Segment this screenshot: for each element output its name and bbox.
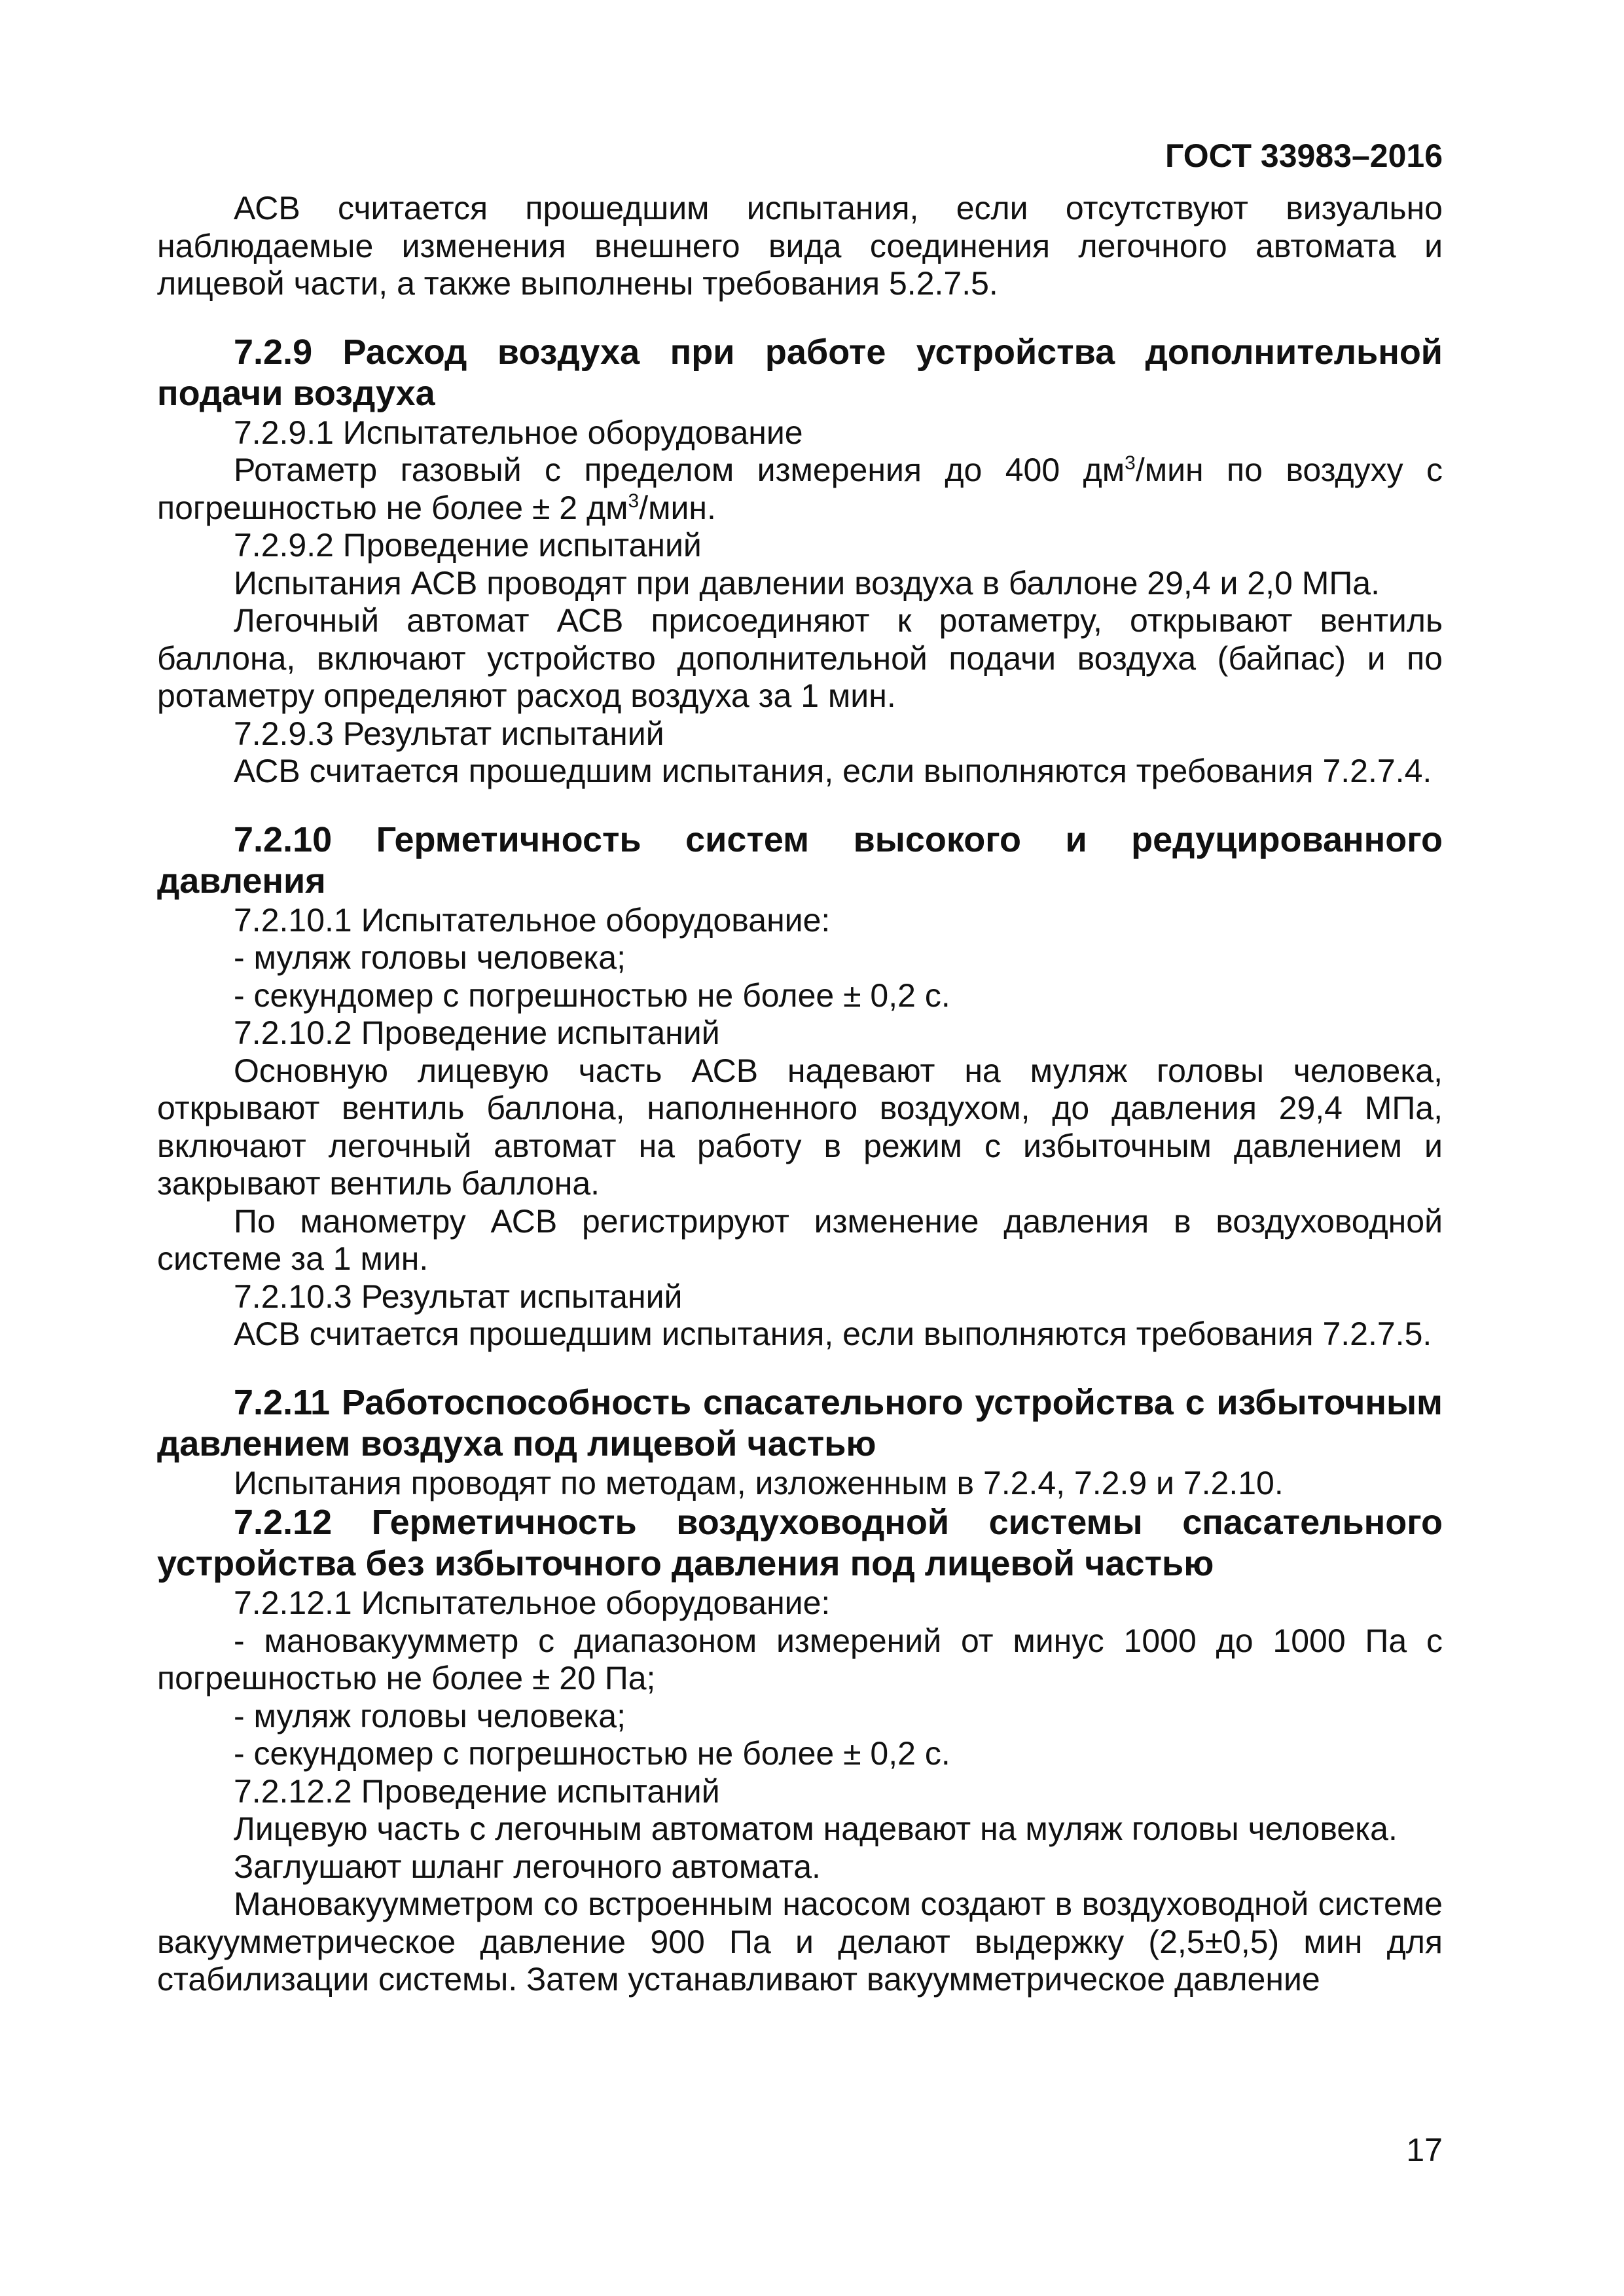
section-heading-7-2-11: 7.2.11 Работоспособность спасательного устройства с избыточным давлением воздуха под лицевой частью: [157, 1382, 1443, 1463]
list-item: - секундомер с погрешностью не более ± 0,2 с.: [234, 977, 950, 1014]
list-item: - муляж головы человека;: [234, 1697, 626, 1734]
subsection-heading: 7.2.10.3 Результат испытаний: [234, 1278, 683, 1315]
spacer: [157, 303, 1443, 332]
superscript: 3: [1125, 452, 1136, 474]
list-item: - секундомер с погрешностью не более ± 0,2 с.: [234, 1735, 950, 1772]
text-fragment: /мин.: [639, 489, 716, 526]
spacer: [157, 1354, 1443, 1382]
text-fragment: /мин по воздуху с погрешностью не более ± 2 дм: [157, 452, 1443, 526]
section-heading-7-2-10: 7.2.10 Герметичность систем высокого и редуцированного давления: [157, 819, 1443, 901]
paragraph: АСВ считается прошедшим испытания, если выполняются требования 7.2.7.5.: [234, 1316, 1432, 1352]
document-body: [157, 190, 1443, 1999]
paragraph: Испытания проводят по методам, изложенным в 7.2.4, 7.2.9 и 7.2.10.: [234, 1464, 1284, 1501]
subsection-heading: 7.2.10.2 Проведение испытаний: [234, 1014, 720, 1051]
subsection-heading: 7.2.10.1 Испытательное оборудование:: [234, 901, 831, 939]
spacer: [157, 791, 1443, 819]
paragraph: Основную лицевую часть АСВ надевают на муляж головы человека, открывают вентиль баллона, наполненного воздухом, до давления 29,4 МПа, включают легочный автомат на работу в режим с избыточным давлением и закрывают вентиль баллона.: [157, 1052, 1443, 1202]
paragraph: Испытания АСВ проводят при давлении воздуха в баллоне 29,4 и 2,0 МПа.: [234, 564, 1380, 601]
paragraph: По манометру АСВ регистрируют изменение давления в воздуховодной системе за 1 мин.: [157, 1202, 1443, 1277]
subsection-heading: 7.2.12.2 Проведение испытаний: [234, 1772, 720, 1810]
document-header: ГОСТ 33983–2016: [1165, 137, 1443, 174]
list-item: - мановакуумметр с диапазоном измерений от минус 1000 до 1000 Па с погрешностью не более ± 20 Па;: [157, 1622, 1443, 1696]
subsection-heading: 7.2.9.3 Результат испытаний: [234, 715, 664, 752]
paragraph: Лицевую часть с легочным автоматом надевают на муляж головы человека.: [234, 1810, 1398, 1847]
text-fragment: Ротаметр газовый с пределом измерения до 400 дм: [234, 452, 1125, 488]
section-heading-7-2-9: 7.2.9 Расход воздуха при работе устройства дополнительной подачи воздуха: [157, 332, 1443, 413]
paragraph: АСВ считается прошедшим испытания, если отсутствуют визуально наблюдаемые изменения внешнего вида соединения легочного автомата и лицевой части, а также выполнены требования 5.2.7.5.: [157, 190, 1443, 302]
paragraph-rotameter: [157, 452, 1443, 527]
paragraph: Мановакуумметром со встроенным насосом создают в воздуховодной системе вакуумметрическое давление 900 Па и делают выдержку (2,5±0,5) мин для стабилизации системы. Затем устанавливают вакуумметрическое давление: [157, 1886, 1443, 1998]
subsection-heading: 7.2.12.1 Испытательное оборудование:: [234, 1585, 831, 1621]
paragraph: АСВ считается прошедшим испытания, если выполняются требования 7.2.7.4.: [234, 753, 1432, 789]
paragraph: Заглушают шланг легочного автомата.: [234, 1848, 821, 1885]
subsection-heading: 7.2.9.1 Испытательное оборудование: [234, 414, 803, 451]
subsection-heading: 7.2.9.2 Проведение испытаний: [234, 527, 702, 564]
section-heading-7-2-12: 7.2.12 Герметичность воздуховодной системы спасательного устройства без избыточного давления под лицевой частью: [157, 1503, 1443, 1583]
page-number: 17: [1406, 2132, 1443, 2168]
superscript: 3: [628, 490, 640, 512]
list-item: - муляж головы человека;: [234, 939, 626, 976]
paragraph: Легочный автомат АСВ присоединяют к ротаметру, открывают вентиль баллона, включают устройство дополнительной подачи воздуха (байпас) и по ротаметру определяют расход воздуха за 1 мин.: [157, 602, 1443, 714]
